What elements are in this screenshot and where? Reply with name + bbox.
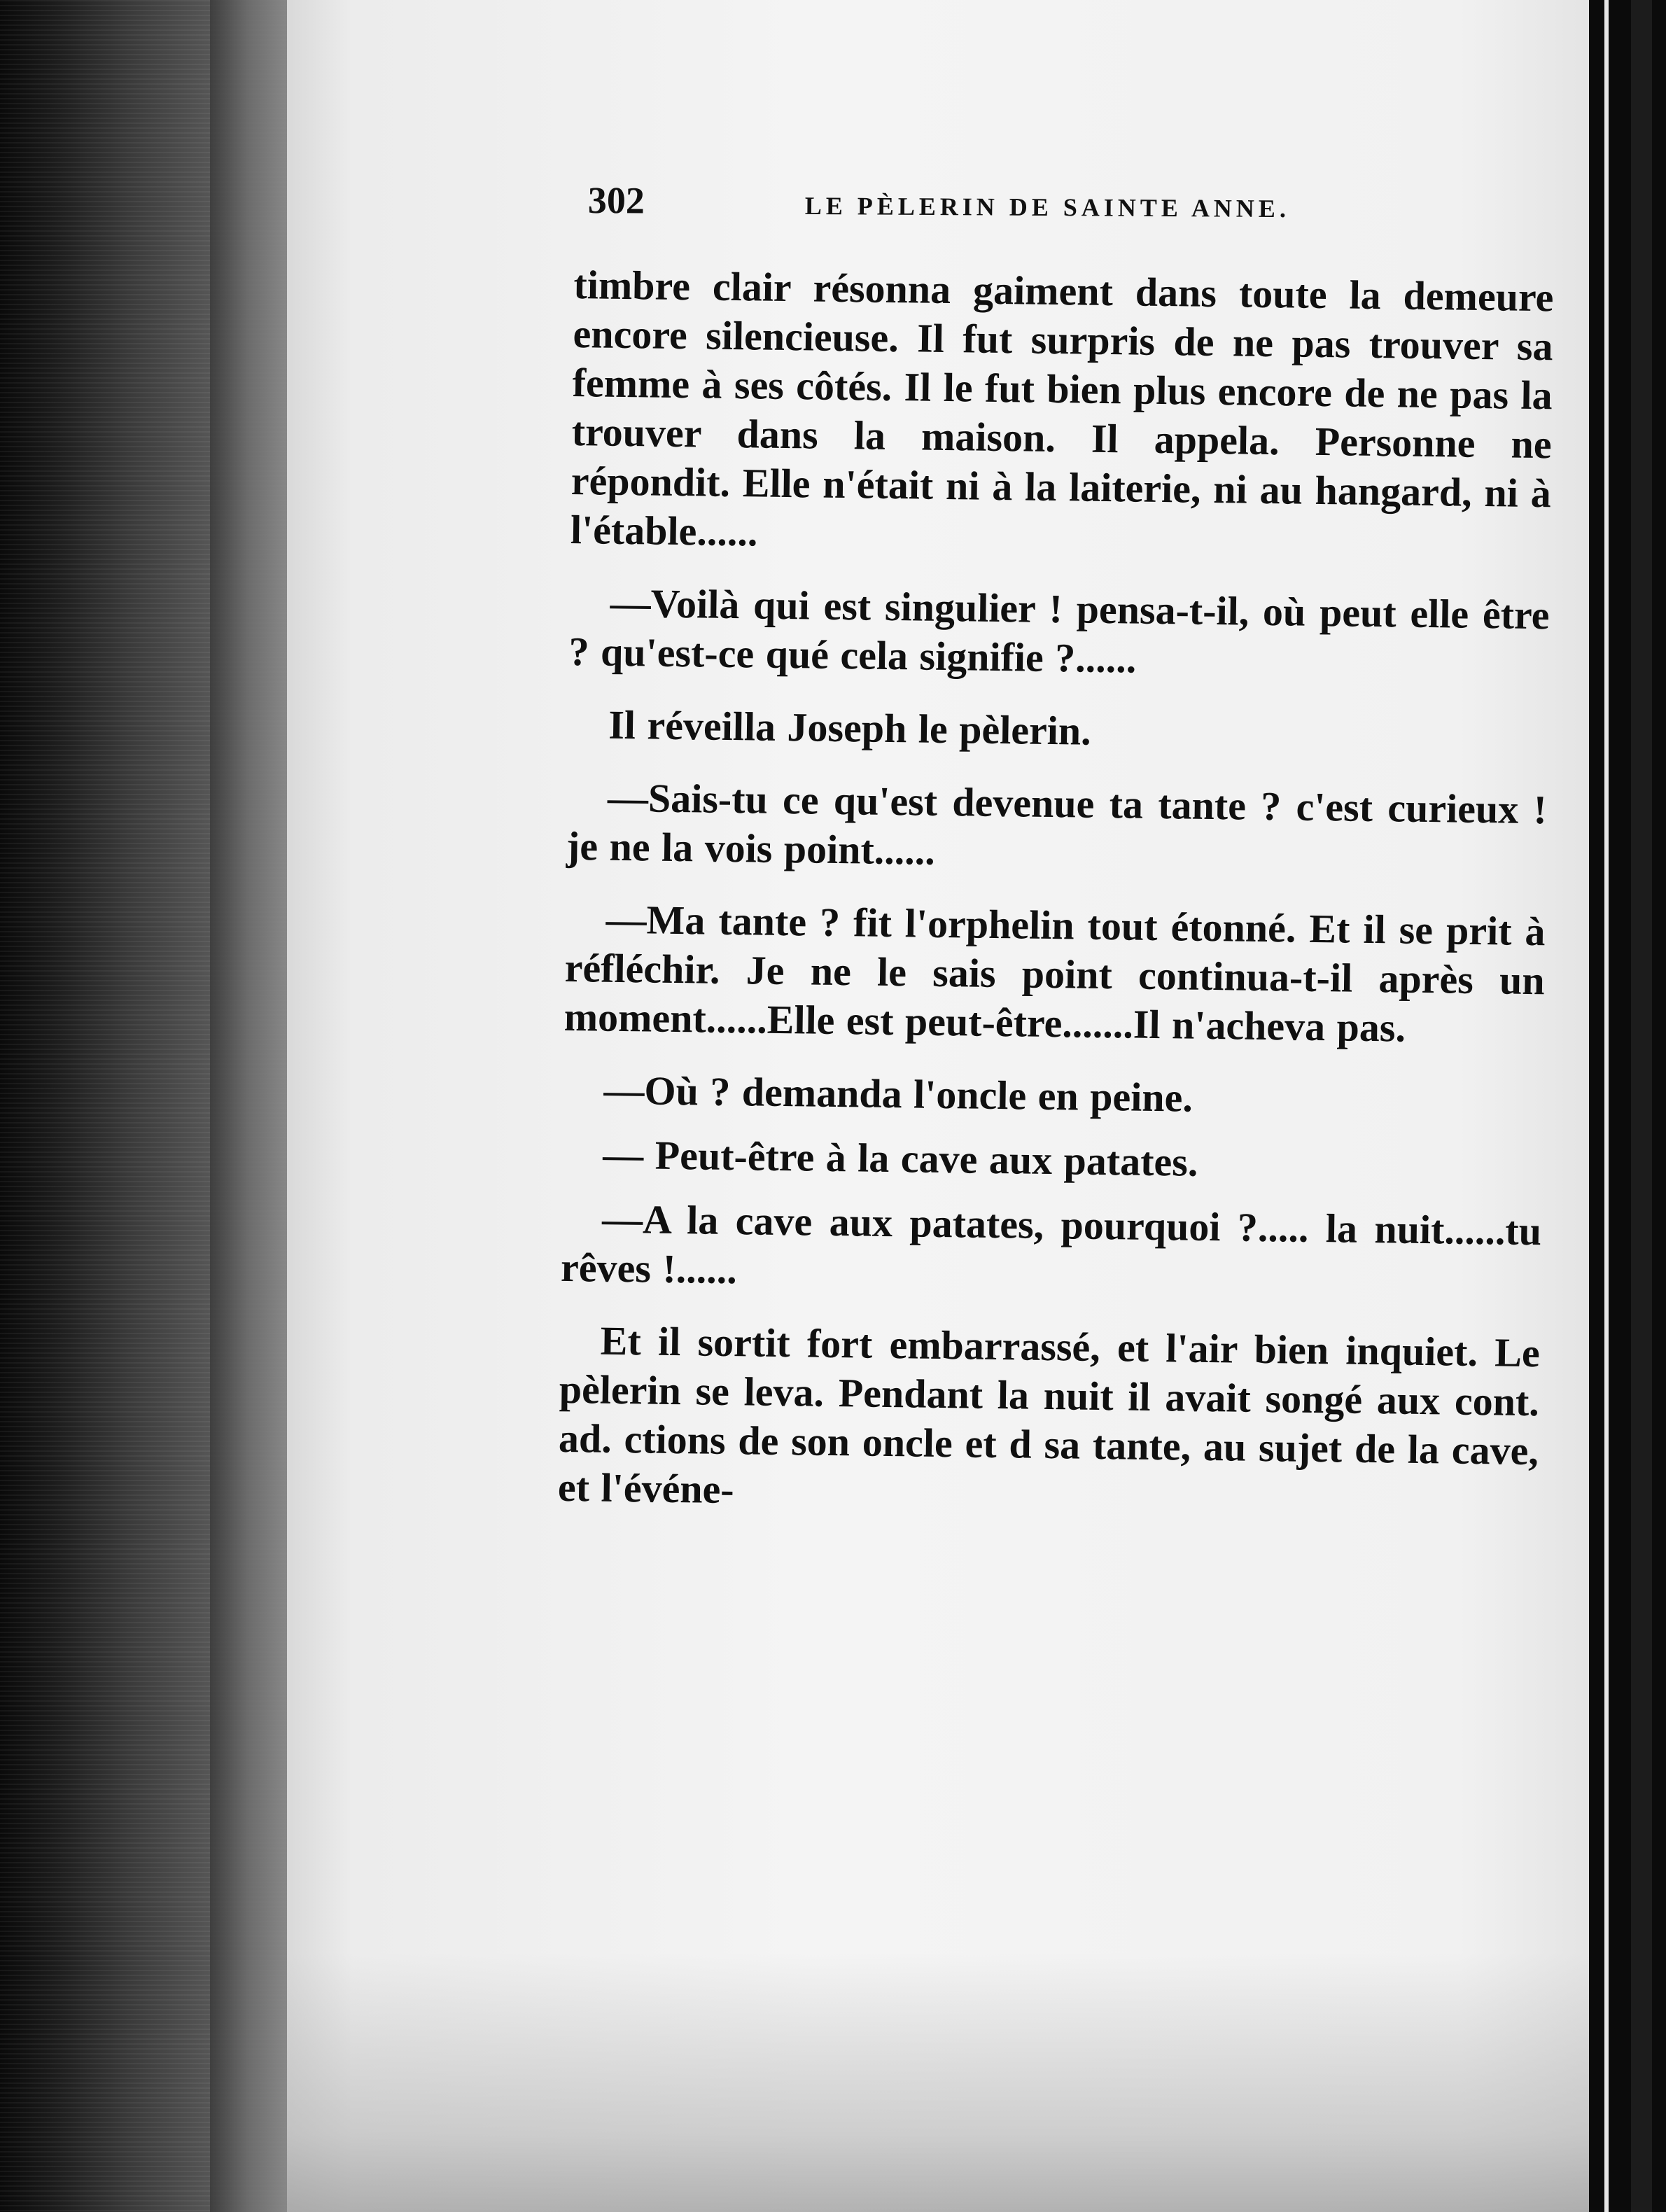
page-number: 302 bbox=[587, 178, 645, 222]
paragraph: Et il sortit fort embarrassé, et l'air bien inquiet. Le pèlerin se leva. Pendant la nuit il avait songé aux cont. ad. ctions de son oncle et d sa tante, au sujet de la cave, et l'événe- bbox=[557, 1317, 1541, 1513]
right-scan-strip bbox=[1631, 0, 1652, 2212]
page-header bbox=[588, 178, 1365, 239]
binding-shadow bbox=[210, 0, 287, 2212]
paragraph: —Voilà qui est singulier ! pensa-t-il, où peut elle être ? qu'est-ce qué cela signifie ?...... bbox=[568, 580, 1550, 682]
paragraph: Il réveilla Joseph le pèlerin. bbox=[608, 701, 1092, 754]
paragraph: — Peut-être à la cave aux patates. bbox=[602, 1131, 1198, 1185]
paragraph: —Où ? demanda l'oncle en peine. bbox=[603, 1067, 1194, 1121]
paragraph: timbre clair résonna gaiment dans toute la demeure encore silencieuse. Il fut surpris de ne pas trouver sa femme à ses côtés. Il le fut bien plus encore de ne pas la trouver dans la maison. Il appela. Personne ne répondit. Elle n'était ni à la laiterie, ni au hangard, ni à l'étable...... bbox=[570, 261, 1554, 555]
right-page-edge-line bbox=[1604, 0, 1609, 2212]
running-title: LE PÈLERIN DE SAINTE ANNE. bbox=[804, 191, 1291, 223]
right-scan-edge bbox=[1589, 0, 1666, 2212]
page-shadow bbox=[287, 1953, 1589, 2212]
paragraph: —Sais-tu ce qu'est devenue ta tante ? c'est curieux ! je ne la vois point...... bbox=[566, 774, 1548, 874]
page-text bbox=[557, 260, 1554, 1548]
paragraph: —A la cave aux patates, pourquoi ?..... la nuit......tu rêves !...... bbox=[560, 1196, 1542, 1293]
paragraph: —Ma tante ? fit l'orphelin tout étonné. Et il se prit à réfléchir. Je ne le sais point continua-t-il après un moment......Elle est peut-être.......Il n'acheva pas. bbox=[564, 896, 1546, 1051]
